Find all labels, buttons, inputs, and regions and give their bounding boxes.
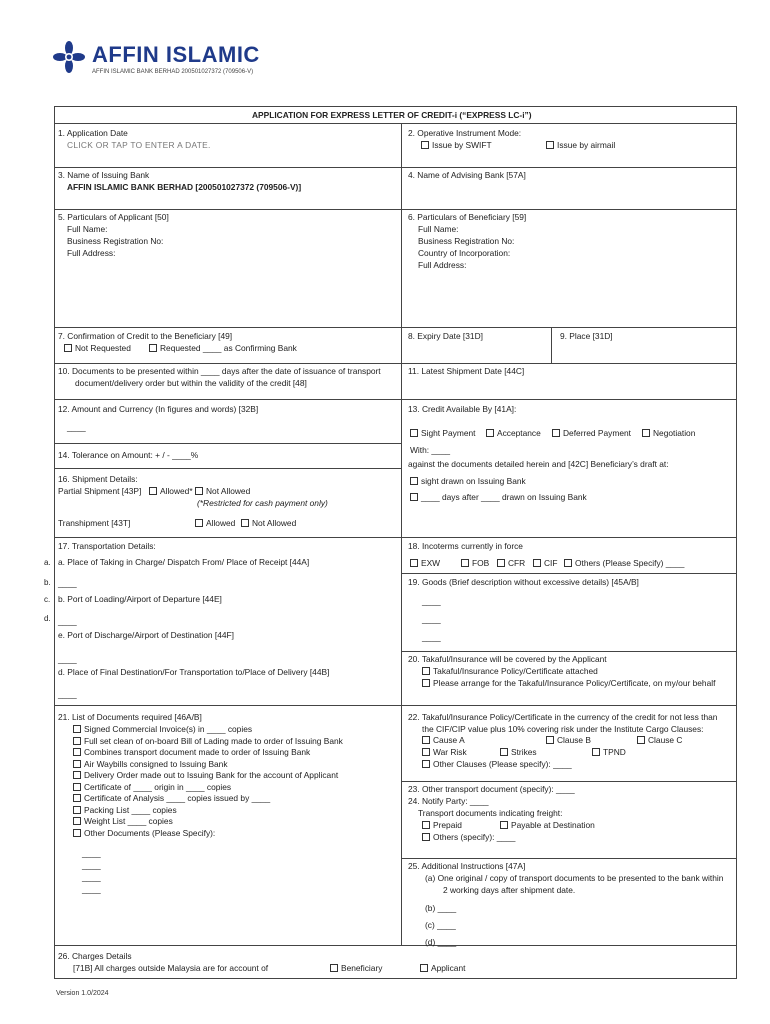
transport-details-label: 17. Transportation Details: [58, 541, 156, 551]
checkbox-icon [73, 794, 81, 802]
place-of-receipt-field[interactable]: ____ [58, 578, 77, 588]
doc-item-invoice[interactable]: Signed Commercial Invoice(s) in ____ copies [73, 724, 252, 734]
documents-presented-line2: document/delivery order but within the validity of the credit [48] [75, 378, 307, 388]
additional-instructions-label: 25. Additional Instructions [47A] [408, 861, 526, 871]
issuing-bank-value: AFFIN ISLAMIC BANK BERHAD [200501027372 (709506-V)] [67, 182, 302, 192]
sight-payment-checkbox[interactable]: Sight Payment [410, 428, 475, 438]
other-clauses-checkbox[interactable]: Other Clauses (Please specify): ____ [422, 759, 572, 769]
issue-by-swift-checkbox[interactable]: Issue by SWIFT [421, 140, 492, 150]
divider [55, 399, 736, 400]
applicant-name-field[interactable]: Full Name: [67, 224, 108, 234]
place-of-receipt-label: a. Place of Taking in Charge/ Dispatch From/ Place of Receipt [44A] [58, 557, 310, 567]
divider [401, 573, 736, 574]
checkbox-icon [73, 771, 81, 779]
doc-item-certificate-origin[interactable]: Certificate of ____ origin in ____ copies [73, 782, 231, 792]
policy-attached-checkbox[interactable]: Takaful/Insurance Policy/Certificate attached [422, 666, 598, 676]
divider [401, 781, 736, 782]
expiry-date-label[interactable]: 8. Expiry Date [31D] [408, 331, 483, 341]
applicant-address-field[interactable]: Full Address: [67, 248, 116, 258]
checkbox-icon [330, 964, 338, 972]
with-field[interactable]: With: ____ [410, 445, 451, 455]
beneficiary-name-field[interactable]: Full Name: [418, 224, 459, 234]
brand-subtitle: AFFIN ISLAMIC BANK BERHAD 200501027372 (709506-V) [92, 69, 254, 75]
instruction-a-line1: (a) One original / copy of transport documents to be presented to the bank within [425, 873, 724, 883]
divider [55, 123, 736, 124]
partial-allowed-checkbox[interactable]: Allowed* [149, 486, 193, 496]
goods-field-1[interactable]: ____ [422, 596, 441, 606]
checkbox-icon [421, 141, 429, 149]
column-divider [551, 327, 552, 363]
other-doc-field-1[interactable]: ____ [82, 848, 101, 858]
days-after-checkbox[interactable]: ____ days after ____ drawn on Issuing Bank [410, 492, 587, 502]
operative-mode-label: 2. Operative Instrument Mode: [408, 128, 522, 138]
confirmation-label: 7. Confirmation of Credit to the Beneficiary [49] [58, 331, 233, 341]
beneficiary-country-field[interactable]: Country of Incorporation: [418, 248, 511, 258]
divider [401, 858, 736, 859]
doc-item-delivery-order[interactable]: Delivery Order made out to Issuing Bank for the account of Applicant [73, 770, 338, 780]
final-destination-label: d. Place of Final Destination/For Transportation to/Place of Delivery [44B] [58, 667, 330, 677]
port-of-loading-label: b. Port of Loading/Airport of Departure [44E] [58, 594, 222, 604]
side-marker-c: c. [44, 595, 51, 604]
shipment-details-label: 16. Shipment Details: [58, 474, 138, 484]
checkbox-icon [195, 519, 203, 527]
transhipment-label: Transhipment [43T] [58, 518, 131, 528]
checkbox-icon [73, 829, 81, 837]
charges-beneficiary-checkbox[interactable]: Beneficiary [330, 963, 382, 973]
other-doc-field-2[interactable]: ____ [82, 860, 101, 870]
checkbox-icon [73, 760, 81, 768]
checkbox-icon [410, 493, 418, 501]
issue-by-airmail-checkbox[interactable]: Issue by airmail [546, 140, 615, 150]
other-doc-field-3[interactable]: ____ [82, 872, 101, 882]
other-doc-field-4[interactable]: ____ [82, 884, 101, 894]
instruction-a-line2: 2 working days after shipment date. [443, 885, 576, 895]
instruction-c-field[interactable]: (c) ____ [425, 920, 456, 930]
checkbox-icon [149, 487, 157, 495]
doc-item-air-waybill[interactable]: Air Waybills consigned to Issuing Bank [73, 759, 228, 769]
payable-destination-checkbox[interactable]: Payable at Destination [500, 820, 595, 830]
negotiation-checkbox[interactable]: Negotiation [642, 428, 695, 438]
tolerance-field[interactable]: 14. Tolerance on Amount: + / - ____% [58, 450, 199, 460]
place-label[interactable]: 9. Place [31D] [560, 331, 613, 341]
checkbox-icon [461, 559, 469, 567]
applicant-label: 5. Particulars of Applicant [50] [58, 212, 169, 222]
side-marker-b: b. [44, 578, 51, 587]
doc-item-packing-list[interactable]: Packing List ____ copies [73, 805, 177, 815]
checkbox-icon [546, 141, 554, 149]
advising-bank-label[interactable]: 4. Name of Advising Bank [57A] [408, 170, 526, 180]
trans-allowed-checkbox[interactable]: Allowed [195, 518, 235, 528]
clause-b-checkbox[interactable]: Clause B [546, 735, 591, 745]
checkbox-icon [73, 748, 81, 756]
cif-checkbox[interactable]: CIF [533, 558, 558, 568]
checkbox-icon [637, 736, 645, 744]
final-destination-field[interactable]: ____ [58, 689, 77, 699]
doc-item-weight-list[interactable]: Weight List ____ copies [73, 816, 173, 826]
strikes-checkbox[interactable]: Strikes [500, 747, 537, 757]
checkbox-icon [422, 667, 430, 675]
version-label: Version 1.0/2024 [56, 990, 109, 997]
acceptance-checkbox[interactable]: Acceptance [486, 428, 541, 438]
divider [55, 363, 736, 364]
checkbox-icon [500, 821, 508, 829]
port-of-discharge-field[interactable]: ____ [58, 654, 77, 664]
checkbox-icon [642, 429, 650, 437]
partial-shipment-label: Partial Shipment [43P] [58, 486, 142, 496]
cause-a-checkbox[interactable]: Cause A [422, 735, 465, 745]
others-incoterm-checkbox[interactable]: Others (Please Specify) ____ [564, 558, 684, 568]
documents-presented-line1: 10. Documents to be presented within ____ days after the date of issuance of transport [58, 366, 381, 376]
checkbox-icon [149, 344, 157, 352]
doc-item-combined-transport[interactable]: Combines transport document made to order of Issuing Bank [73, 747, 310, 757]
exw-checkbox[interactable]: EXW [410, 558, 440, 568]
checkbox-icon [422, 748, 430, 756]
divider [55, 443, 401, 444]
incoterms-label: 18. Incoterms currently in force [408, 541, 523, 551]
checkbox-icon [422, 833, 430, 841]
clause-c-checkbox[interactable]: Clause C [637, 735, 682, 745]
goods-label: 19. Goods (Brief description without excessive details) [45A/B] [408, 577, 639, 587]
latest-shipment-label[interactable]: 11. Latest Shipment Date [44C] [408, 366, 525, 376]
divider [55, 327, 736, 328]
checkbox-icon [73, 725, 81, 733]
divider [55, 537, 736, 538]
amount-field[interactable]: ____ [67, 422, 86, 432]
divider [55, 209, 736, 210]
against-documents-text: against the documents detailed herein and [42C] Beneficiary’s draft at: [408, 459, 669, 469]
prepaid-checkbox[interactable]: Prepaid [422, 820, 462, 830]
checkbox-icon [64, 344, 72, 352]
tpnd-checkbox[interactable]: TPND [592, 747, 626, 757]
port-of-discharge-label: e. Port of Discharge/Airport of Destination [44F] [58, 630, 234, 640]
cash-restriction-note: (*Restricted for cash payment only) [197, 498, 328, 508]
checkbox-icon [73, 737, 81, 745]
brand-name: AFFIN ISLAMIC [92, 42, 260, 67]
checkbox-icon [420, 964, 428, 972]
checkbox-icon [410, 429, 418, 437]
goods-field-3[interactable]: ____ [422, 632, 441, 642]
form-title: APPLICATION FOR EXPRESS LETTER OF CREDIT-i (“EXPRESS LC-i”) [252, 110, 532, 120]
takaful-policy-line2: the CIF/CIP value plus 10% covering risk under the Institute Cargo Clauses: [422, 724, 704, 734]
beneficiary-label: 6. Particulars of Beneficiary [59] [408, 212, 527, 222]
fob-checkbox[interactable]: FOB [461, 558, 489, 568]
freight-others-checkbox[interactable]: Others (specify): ____ [422, 832, 515, 842]
not-requested-checkbox[interactable]: Not Requested [64, 343, 131, 353]
instruction-b-field[interactable]: (b) ____ [425, 903, 457, 913]
column-divider [401, 123, 402, 945]
checkbox-icon [422, 736, 430, 744]
doc-item-bill-of-lading[interactable]: Full set clean of on-board Bill of Lading made to order of Issuing Bank [73, 736, 343, 746]
checkbox-icon [73, 783, 81, 791]
side-marker-d: d. [44, 614, 51, 623]
sight-drawn-checkbox[interactable]: sight drawn on Issuing Bank [410, 476, 526, 486]
side-marker-a: a. [44, 558, 51, 567]
doc-item-certificate-analysis[interactable]: Certificate of Analysis ____ copies issued by ____ [73, 793, 270, 803]
takaful-covered-label: 20. Takaful/Insurance will be covered by the Applicant [408, 654, 607, 664]
flower-logo-icon [52, 40, 86, 74]
doc-item-other[interactable]: Other Documents (Please Specify): [73, 828, 215, 838]
goods-field-2[interactable]: ____ [422, 614, 441, 624]
checkbox-icon [422, 679, 430, 687]
checkbox-icon [410, 477, 418, 485]
freight-label: Transport documents indicating freight: [418, 808, 563, 818]
divider [55, 468, 401, 469]
checkbox-icon [552, 429, 560, 437]
checkbox-icon [500, 748, 508, 756]
issuing-bank-label: 3. Name of Issuing Bank [58, 170, 150, 180]
beneficiary-regno-field[interactable]: Business Registration No: [418, 236, 515, 246]
checkbox-icon [497, 559, 505, 567]
beneficiary-address-field[interactable]: Full Address: [418, 260, 467, 270]
war-risk-checkbox[interactable]: War Risk [422, 747, 467, 757]
instruction-d-field[interactable]: (d) ____ [425, 937, 457, 947]
checkbox-icon [410, 559, 418, 567]
charges-applicant-checkbox[interactable]: Applicant [420, 963, 465, 973]
deferred-payment-checkbox[interactable]: Deferred Payment [552, 428, 631, 438]
checkbox-icon [533, 559, 541, 567]
documents-required-label: 21. List of Documents required [46A/B] [58, 712, 202, 722]
checkbox-icon [422, 821, 430, 829]
checkbox-icon [564, 559, 572, 567]
trans-not-allowed-checkbox[interactable]: Not Allowed [241, 518, 296, 528]
application-date-field[interactable]: CLICK OR TAP TO ENTER A DATE. [67, 140, 211, 150]
divider [401, 651, 736, 652]
checkbox-icon [486, 429, 494, 437]
requested-checkbox[interactable]: Requested ____ as Confirming Bank [149, 343, 297, 353]
checkbox-icon [73, 806, 81, 814]
divider [55, 705, 736, 706]
checkbox-icon [546, 736, 554, 744]
charges-details-label: 26. Charges Details [58, 951, 132, 961]
checkbox-icon [422, 760, 430, 768]
partial-not-allowed-checkbox[interactable]: Not Allowed [195, 486, 250, 496]
application-date-label: 1. Application Date [58, 128, 128, 138]
checkbox-icon [195, 487, 203, 495]
amount-label: 12. Amount and Currency (In figures and words) [32B] [58, 404, 259, 414]
checkbox-icon [592, 748, 600, 756]
applicant-regno-field[interactable]: Business Registration No: [67, 236, 164, 246]
checkbox-icon [73, 817, 81, 825]
bank-logo [52, 40, 260, 76]
divider [55, 945, 736, 946]
credit-available-label: 13. Credit Available By [41A]: [408, 404, 517, 414]
divider [55, 167, 736, 168]
notify-party-field[interactable]: 24. Notify Party: ____ [408, 796, 489, 806]
arrange-policy-checkbox[interactable]: Please arrange for the Takaful/Insurance Policy/Certificate, on my/our behalf [422, 678, 715, 688]
checkbox-icon [241, 519, 249, 527]
charges-account-text: [71B] All charges outside Malaysia are for account of [73, 963, 269, 973]
takaful-policy-line1: 22. Takaful/Insurance Policy/Certificate in the currency of the credit for not less than [408, 712, 718, 722]
port-of-loading-field[interactable]: ____ [58, 616, 77, 626]
cfr-checkbox[interactable]: CFR [497, 558, 525, 568]
other-transport-doc-field[interactable]: 23. Other transport document (specify): ____ [408, 784, 575, 794]
